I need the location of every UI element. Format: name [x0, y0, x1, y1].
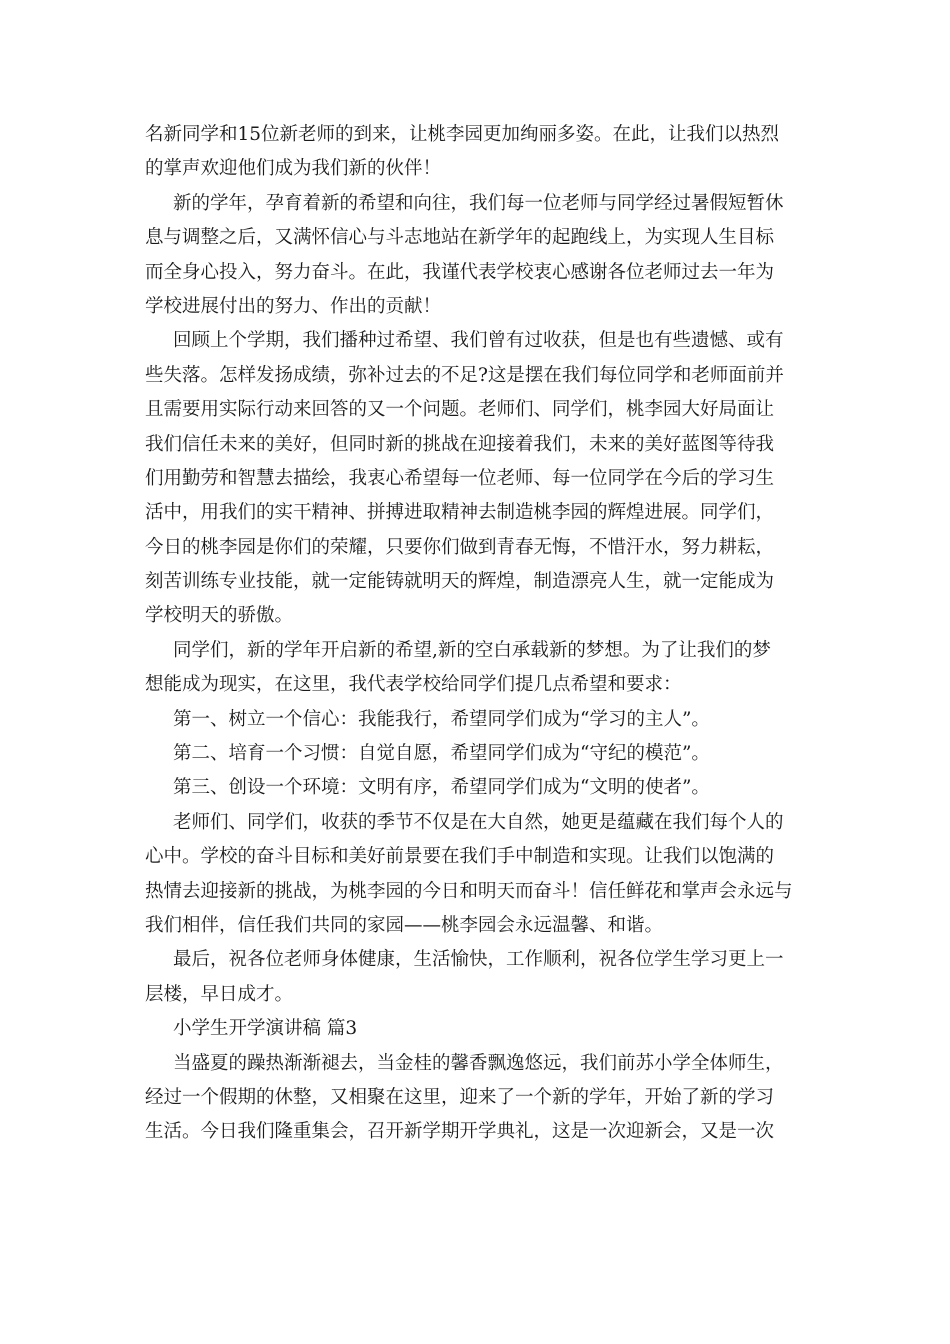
document-page	[145, 118, 805, 1150]
text-line: 当盛夏的躁热渐渐褪去，当金桂的馨香飘逸悠远，我们前苏小学全体师生，	[173, 1052, 784, 1074]
text-line: 第三、创设一个环境：文明有序，希望同学们成为“文明的使者”。	[173, 777, 710, 799]
text-line: 最后，祝各位老师身体健康，生活愉快，工作顺利，祝各位学生学习更上一	[173, 949, 784, 971]
text-line: 层楼，早日成才。	[145, 983, 294, 1005]
section-heading: 小学生开学演讲稿 篇3	[173, 1018, 358, 1040]
text-line: 我们信任未来的美好，但同时新的挑战在迎接着我们，未来的美好蓝图等待我	[145, 433, 775, 455]
text-line: 今日的桃李园是你们的荣耀，只要你们做到青春无悔，不惜汗水，努力耕耘，	[145, 536, 775, 558]
text-line: 学校明天的骄傲。	[145, 605, 294, 627]
text-line: 名新同学和15位新老师的到来，让桃李园更加绚丽多姿。在此，让我们以热烈	[145, 124, 780, 145]
text-line: 第一、树立一个信心：我能我行，希望同学们成为“学习的主人”。	[173, 708, 710, 730]
text-line: 些失落。怎样发扬成绩，弥补过去的不足?这是摆在我们每位同学和老师面前并	[145, 364, 784, 386]
text-line: 回顾上个学期，我们播种过希望、我们曾有过收获，但是也有些遗憾、或有	[173, 330, 784, 352]
text-line: 且需要用实际行动来回答的又一个问题。老师们、同学们，桃李园大好局面让	[145, 399, 775, 421]
text-line: 息与调整之后，又满怀信心与斗志地站在新学年的起跑线上，为实现人生目标	[145, 227, 775, 249]
text-line: 心中。学校的奋斗目标和美好前景要在我们手中制造和实现。让我们以饱满的	[145, 846, 775, 868]
text-line: 第二、培育一个习惯：自觉自愿，希望同学们成为“守纪的模范”。	[173, 743, 710, 765]
text-line: 我们相伴，信任我们共同的家园——桃李园会永远温馨、和谐。	[145, 914, 664, 936]
text-line: 想能成为现实，在这里，我代表学校给同学们提几点希望和要求：	[145, 674, 682, 696]
text-line: 活中，用我们的实干精神、拼搏进取精神去制造桃李园的辉煌进展。同学们，	[145, 502, 775, 524]
text-line: 刻苦训练专业技能，就一定能铸就明天的辉煌，制造漂亮人生，就一定能成为	[145, 571, 775, 593]
text-line: 学校进展付出的努力、作出的贡献！	[145, 295, 442, 317]
text-line: 们用勤劳和智慧去描绘，我衷心希望每一位老师、每一位同学在今后的学习生	[145, 467, 775, 489]
text-line: 新的学年，孕育着新的希望和向往，我们每一位老师与同学经过暑假短暂休	[173, 192, 784, 214]
text-line: 同学们，新的学年开启新的希望,新的空白承载新的梦想。为了让我们的梦	[173, 639, 771, 661]
text-line: 经过一个假期的休整，又相聚在这里，迎来了一个新的学年，开始了新的学习	[145, 1086, 775, 1108]
text-line: 生活。今日我们隆重集会，召开新学期开学典礼，这是一次迎新会，又是一次	[145, 1121, 775, 1143]
text-line: 老师们、同学们，收获的季节不仅是在大自然，她更是蕴藏在我们每个人的	[173, 811, 784, 833]
text-line: 热情去迎接新的挑战，为桃李园的今日和明天而奋斗！信任鲜花和掌声会永远与	[145, 880, 793, 902]
text-line: 而全身心投入，努力奋斗。在此，我谨代表学校衷心感谢各位老师过去一年为	[145, 261, 775, 283]
text-line: 的掌声欢迎他们成为我们新的伙伴！	[145, 158, 442, 180]
